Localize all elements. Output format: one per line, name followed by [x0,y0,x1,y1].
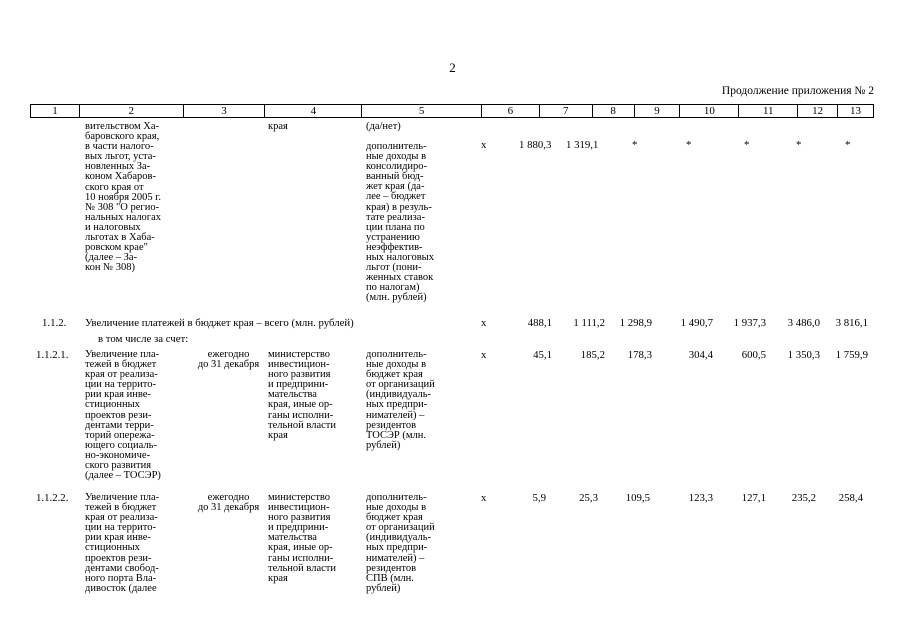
row3-col7: 45,1 [533,349,552,361]
row3-col12: 1 350,3 [787,349,820,361]
row1-col9: 1 298,9 [619,317,652,329]
row0-col7: 1 880,3 [519,139,552,151]
header-col-12: 12 [798,105,838,117]
row3-executor-text: министерство инвестицион- ного развития и предприни- мательства края, иные ор- ганы исполни- тельной власти края [268,349,336,441]
row4-col10: 123,3 [688,492,713,504]
row1-col12: 3 486,0 [787,317,820,329]
row0-result-text: дополнитель- ные доходы в консолидиро- ванный бюд- жет края (да- лее – бюджет края) в резуль- тате реализа- ции плана по устранению неэффектив- ных налоговых льгот (пони- женных ставок по налогам) (млн. рублей) [366,141,434,304]
row4-col12: 235,2 [791,492,816,504]
header-col-8: 8 [593,105,635,117]
row0-col13: * [845,139,851,151]
row4-result-text: дополнитель- ные доходы в бюджет края от организаций (индивидуаль- ных предпри- нимателей) – резидентов СПВ (млн. рублей) [366,492,435,594]
row3-col9: 178,3 [627,349,652,361]
row3-col11: 600,5 [741,349,766,361]
row0-col8: 1 319,1 [566,139,599,151]
row0-col6: х [481,139,487,151]
header-col-5: 5 [362,105,482,117]
row4-col9: 109,5 [625,492,650,504]
table-header-row [30,104,874,118]
row3-indicator-text: Увеличение пла- тежей в бюджет края от реализа- ции на террито- рии края инве- стиционных проектов рези- дентами терри- торий опережа- ющего социаль- но-экономиче- ского развития (далее – ТОСЭР) [85,349,161,482]
row4-executor-text: министерство инвестицион- ного развития и предприни- мательства края, иные ор- ганы исполни- тельной власти края [268,492,336,584]
row0-col12: * [796,139,802,151]
row1-col6: х [481,317,487,329]
row3-number: 1.1.2.1. [36,349,69,361]
header-col-2: 2 [80,105,184,117]
row3-col13: 1 759,9 [835,349,868,361]
row4-col8: 25,3 [579,492,598,504]
row3-deadline-text: ежегодно до 31 декабря [197,349,260,371]
header-col-11: 11 [739,105,798,117]
row4-indicator-text: Увеличение пла- тежей в бюджет края от реализа- ции на террито- рии края инве- стиционных проектов рези- дентами свобод- ного порта Вла- дивосток (далее [85,492,160,594]
row1-col10: 1 490,7 [680,317,713,329]
row1-col13: 3 816,1 [835,317,868,329]
row4-col6: х [481,492,487,504]
row4-number: 1.1.2.2. [36,492,69,504]
header-col-10: 10 [680,105,739,117]
row1-col11: 1 937,3 [733,317,766,329]
header-col-6: 6 [482,105,540,117]
row0-col10: * [686,139,692,151]
row3-result-text: дополнитель- ные доходы в бюджет края от организаций (индивидуаль- ных предпри- нимателей) – резидентов ТОСЭР (млн. рублей) [366,349,435,451]
row0-indicator-text: вительством Ха- баровского края, в части налого- вых льгот, уста- новленных За- коном Хабаров- ского края от 10 ноября 2005 г. № 308 "О регио- нальных налогах и налоговых льготах в Хаба- ровском крае" (далее – За- кон № 308) [85,121,162,274]
row4-col11: 127,1 [741,492,766,504]
header-col-7: 7 [540,105,593,117]
row0-col11: * [744,139,750,151]
header-col-13: 13 [850,105,862,117]
header-col-9: 9 [635,105,681,117]
row3-col8: 185,2 [580,349,605,361]
header-col-4: 4 [265,105,362,117]
row1-col7: 488,1 [527,317,552,329]
row1-col8: 1 111,2 [573,317,605,329]
row0-col9: * [632,139,638,151]
appendix-continuation-note: Продолжение приложения № 2 [721,85,874,97]
row0-unit-text: (да/нет) [366,121,401,132]
row3-col6: х [481,349,487,361]
row2-subtitle: в том числе за счет: [98,333,189,345]
row0-executor-text: края [268,121,288,132]
row4-deadline-text: ежегодно до 31 декабря [197,492,260,514]
row1-indicator-text: Увеличение платежей в бюджет края – всего (млн. рублей) [85,317,354,329]
header-col-3: 3 [184,105,266,117]
row3-col10: 304,4 [688,349,713,361]
row4-col13: 258,4 [838,492,863,504]
row1-number: 1.1.2. [42,317,67,329]
header-col-1: 1 [31,105,80,117]
page-number: 2 [449,60,456,75]
row4-col7: 5,9 [532,492,546,504]
